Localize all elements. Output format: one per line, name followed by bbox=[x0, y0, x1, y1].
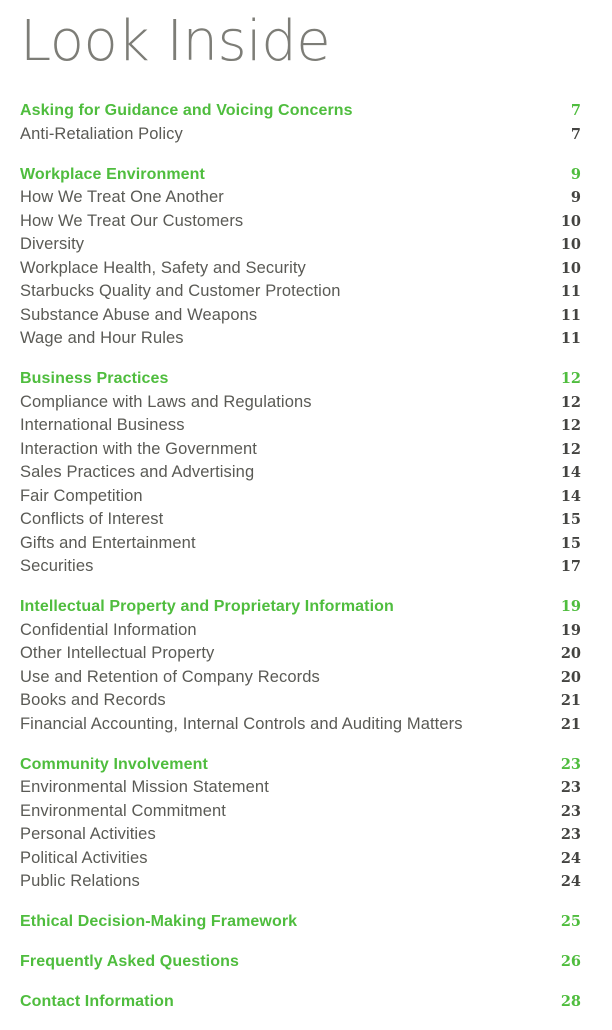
toc-entry[interactable] bbox=[20, 870, 581, 894]
toc-entry[interactable] bbox=[20, 666, 581, 690]
section-heading-label: Business Practices bbox=[20, 370, 169, 387]
entry-label: Interaction with the Government bbox=[20, 439, 257, 458]
toc-entry[interactable] bbox=[20, 642, 581, 666]
entry-label: Use and Retention of Company Records bbox=[20, 667, 320, 686]
entry-label: International Business bbox=[20, 416, 185, 434]
entry-label: Personal Activities bbox=[20, 825, 156, 843]
page-number: 24 bbox=[560, 873, 581, 890]
toc-section bbox=[20, 990, 581, 1014]
entry-label: Diversity bbox=[20, 235, 85, 253]
section-heading-label: Contact Information bbox=[20, 993, 174, 1010]
entry-label: Substance Abuse and Weapons bbox=[20, 305, 258, 324]
page-number: 7 bbox=[570, 102, 581, 119]
page-number: 12 bbox=[560, 440, 581, 458]
page-number: 28 bbox=[560, 993, 581, 1010]
section-heading-label: Asking for Guidance and Voicing Concerns bbox=[20, 102, 353, 119]
toc-entry[interactable] bbox=[20, 485, 581, 509]
toc-section bbox=[20, 950, 581, 974]
toc-entry[interactable] bbox=[20, 461, 581, 485]
page-number: 12 bbox=[560, 417, 581, 434]
entry-label: Other Intellectual Property bbox=[20, 644, 215, 662]
page-number: 11 bbox=[560, 330, 581, 347]
toc-section bbox=[20, 367, 581, 579]
section-heading-label: Frequently Asked Questions bbox=[20, 953, 239, 970]
entry-label: Fair Competition bbox=[20, 486, 143, 505]
toc-section-heading[interactable] bbox=[20, 753, 581, 777]
page-number: 25 bbox=[560, 913, 581, 930]
page-number: 14 bbox=[560, 464, 581, 481]
toc-section bbox=[20, 595, 581, 736]
entry-label: Sales Practices and Advertising bbox=[20, 463, 255, 481]
entry-label: Conflicts of Interest bbox=[20, 510, 164, 528]
entry-label: Public Relations bbox=[20, 872, 140, 890]
page-number: 12 bbox=[560, 370, 581, 387]
toc-entry[interactable] bbox=[20, 619, 581, 643]
toc-section bbox=[20, 910, 581, 934]
toc-entry[interactable] bbox=[20, 391, 581, 415]
toc-section-heading[interactable] bbox=[20, 99, 581, 123]
toc-entry[interactable] bbox=[20, 233, 581, 257]
page-number: 23 bbox=[560, 755, 581, 773]
toc-entry[interactable] bbox=[20, 713, 581, 737]
entry-label: Gifts and Entertainment bbox=[20, 533, 196, 552]
entry-label: How We Treat One Another bbox=[20, 188, 224, 206]
page-number: 23 bbox=[560, 826, 581, 843]
entry-label: How We Treat Our Customers bbox=[20, 211, 244, 230]
toc-entry[interactable] bbox=[20, 689, 581, 713]
page-number: 10 bbox=[560, 212, 581, 230]
entry-label: Anti-Retaliation Policy bbox=[20, 124, 183, 143]
page-number: 15 bbox=[560, 511, 581, 528]
toc-entry[interactable] bbox=[20, 327, 581, 351]
page-number: 21 bbox=[560, 715, 581, 733]
page-number: 23 bbox=[560, 779, 581, 796]
toc-entry[interactable] bbox=[20, 555, 581, 579]
page-number: 10 bbox=[560, 259, 581, 277]
page-number: 19 bbox=[560, 598, 581, 615]
entry-label: Wage and Hour Rules bbox=[20, 329, 184, 347]
toc-entry[interactable] bbox=[20, 210, 581, 234]
toc-entry[interactable] bbox=[20, 532, 581, 556]
toc-entry[interactable] bbox=[20, 257, 581, 281]
page-number: 17 bbox=[560, 558, 581, 575]
page-number: 9 bbox=[570, 165, 581, 183]
entry-label: Starbucks Quality and Customer Protection bbox=[20, 282, 341, 300]
page-number: 14 bbox=[560, 487, 581, 505]
toc-section-heading[interactable] bbox=[20, 910, 581, 934]
entry-label: Books and Records bbox=[20, 691, 166, 709]
page-number: 15 bbox=[560, 534, 581, 552]
page-number: 20 bbox=[560, 668, 581, 686]
page-number: 11 bbox=[560, 283, 581, 300]
entry-label: Political Activities bbox=[20, 848, 148, 867]
entry-label: Confidential Information bbox=[20, 620, 197, 639]
page-number: 23 bbox=[560, 802, 581, 820]
section-heading-label: Ethical Decision-Making Framework bbox=[20, 913, 298, 930]
toc-entry[interactable] bbox=[20, 414, 581, 438]
toc-entry[interactable] bbox=[20, 776, 581, 800]
toc-section-heading[interactable] bbox=[20, 990, 581, 1014]
page-number: 24 bbox=[560, 849, 581, 867]
toc-entry[interactable] bbox=[20, 823, 581, 847]
table-of-contents bbox=[20, 99, 581, 1030]
page-number: 19 bbox=[560, 621, 581, 639]
toc-section-heading[interactable] bbox=[20, 163, 581, 187]
page-number: 26 bbox=[560, 953, 581, 970]
toc-section bbox=[20, 99, 581, 146]
toc-entry[interactable] bbox=[20, 123, 581, 147]
toc-section bbox=[20, 163, 581, 351]
toc-entry[interactable] bbox=[20, 304, 581, 328]
toc-entry[interactable] bbox=[20, 186, 581, 210]
page-number: 21 bbox=[560, 692, 581, 709]
toc-section-heading[interactable] bbox=[20, 950, 581, 974]
page-number: 7 bbox=[570, 125, 581, 143]
section-heading-label: Intellectual Property and Proprietary Information bbox=[20, 598, 394, 615]
section-heading-label: Community Involvement bbox=[20, 755, 208, 773]
toc-section-heading[interactable] bbox=[20, 595, 581, 619]
page-number: 20 bbox=[560, 645, 581, 662]
entry-label: Securities bbox=[20, 557, 94, 575]
entry-label: Workplace Health, Safety and Security bbox=[20, 258, 306, 277]
page-number: 12 bbox=[560, 393, 581, 411]
entry-label: Compliance with Laws and Regulations bbox=[20, 392, 312, 411]
section-heading-label: Workplace Environment bbox=[20, 165, 205, 183]
toc-entry[interactable] bbox=[20, 800, 581, 824]
toc-entry[interactable] bbox=[20, 280, 581, 304]
page-number: 9 bbox=[570, 189, 581, 206]
entry-label: Financial Accounting, Internal Controls and Auditing Matters bbox=[20, 714, 463, 733]
toc-entry[interactable] bbox=[20, 847, 581, 871]
toc-entry[interactable] bbox=[20, 438, 581, 462]
entry-label: Environmental Commitment bbox=[20, 801, 226, 820]
toc-section-heading[interactable] bbox=[20, 367, 581, 391]
entry-label: Environmental Mission Statement bbox=[20, 778, 269, 796]
toc-section bbox=[20, 753, 581, 894]
page-title: Look Inside bbox=[20, 9, 331, 74]
page-number: 11 bbox=[560, 306, 581, 324]
toc-entry[interactable] bbox=[20, 508, 581, 532]
page-number: 10 bbox=[560, 236, 581, 253]
